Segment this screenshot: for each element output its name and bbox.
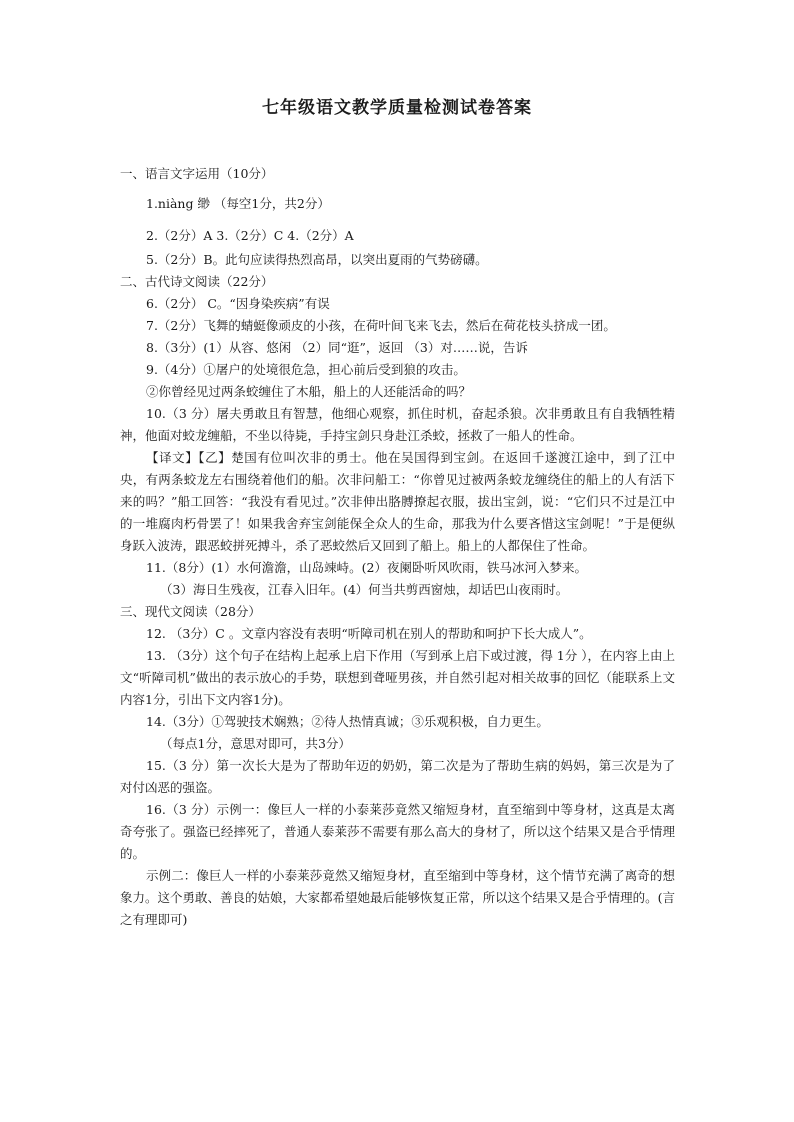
answer-q12: 12. （3分）C 。文章内容没有表明“听障司机在别人的帮助和呵护下长大成人”。 bbox=[146, 626, 592, 641]
answer-q2-4: 2.（2分）A 3.（2分）C 4.（2分）A bbox=[146, 228, 354, 243]
page-title: 七年级语文教学质量检测试卷答案 bbox=[262, 98, 532, 118]
answer-q11-part2: （3）海日生残夜，江春入旧年。(4）何当共剪西窗烛，却话巴山夜雨时。 bbox=[160, 582, 569, 597]
answer-q6: 6.（2分） C。“因身染疾病”有误 bbox=[146, 296, 330, 311]
answer-q16-example1: 16.（3 分）示例一：像巨人一样的小泰莱莎竟然又缩短身材，直至缩到中等身材，这真是太离奇夸张了。强盗已经摔死了，普通人泰莱莎不需要有那么高大的身材了，所以这个结果又是合乎情理的。 bbox=[120, 802, 675, 861]
answer-q9-part2: ②你曾经见过两条蛟缠住了木船，船上的人还能活命的吗？ bbox=[146, 384, 472, 399]
answer-q5: 5.（2分）B。此句应读得热烈高昂，以突出夏雨的气势磅礴。 bbox=[146, 252, 488, 267]
section-heading-2: 二、古代诗文阅读（22分） bbox=[120, 274, 274, 289]
answer-q14-part1: 14.（3分）①驾驶技术娴熟；②待人热情真诚；③乐观积极，自力更生。 bbox=[146, 714, 549, 729]
translation-paragraph: 【译文】【乙】楚国有位叫次非的勇士。他在吴国得到宝剑。在返回千遂渡江途中，到了江中央，有两条蛟龙左右围绕着他们的船。次非问船工：“你曾见过被两条蛟龙缠绕住的船上的人有活下来的吗？”船工回答：“我没有看见过。”次非伸出胳膊撩起衣服，拔出宝剑，说：“它们只不过是江中的一堆腐肉朽骨罢了！如果我舍弃宝剑能保全众人的生命，那我为什么要吝惜这宝剑呢！”于是便纵身跃入波涛，跟恶蛟拼死搏斗，杀了恶蛟然后又回到了船上。船上的人都保住了性命。 bbox=[120, 450, 675, 553]
answer-q7: 7.（2分）飞舞的蜻蜓像顽皮的小孩，在荷叶间飞来飞去，然后在荷花枝头挤成一团。 bbox=[146, 318, 616, 333]
answer-q14-part2: （每点1分，意思对即可，共3分） bbox=[160, 736, 351, 751]
answer-q1: 1.niàng 缈 （每空1分，共2分） bbox=[146, 196, 330, 211]
answer-body bbox=[120, 163, 675, 931]
answer-q13: 13. （3分）这个句子在结构上起承上启下作用（写到承上启下或过渡，得 1分 ），在内容上由上文“听障司机”做出的表示放心的手势，联想到聋哑男孩，并自然引起对相关故事的回忆（能联系上文内容1分，引出下文内容1分)。 bbox=[120, 648, 675, 707]
answer-q11-part1: 11.（8分）(1）水何澹澹，山岛竦峙。(2）夜阑卧听风吹雨，铁马冰河入梦来。 bbox=[146, 560, 587, 575]
answer-q15: 15.（3 分）第一次长大是为了帮助年迈的奶奶，第二次是为了帮助生病的妈妈，第三次是为了对付凶恶的强盗。 bbox=[120, 758, 675, 795]
answer-q10: 10.（3 分）屠夫勇敢且有智慧，他细心观察，抓住时机，奋起杀狼。次非勇敢且有自我牺牲精神，他面对蛟龙缠船，不坐以待毙，手持宝剑只身赴江杀蛟，拯救了一船人的性命。 bbox=[120, 406, 675, 443]
answer-q8: 8.（3分）(1）从容、悠闲 （2）同“逛”，返回 （3）对……说，告诉 bbox=[146, 340, 528, 355]
section-heading-3: 三、现代文阅读（28分） bbox=[120, 604, 261, 619]
answer-q16-example2: 示例二：像巨人一样的小泰莱莎竟然又缩短身材，直至缩到中等身材，这个情节充满了离奇的想象力。这个勇敢、善良的姑娘，大家都希望她最后能够恢复正常，所以这个结果又是合乎情理的。(言之有理即可) bbox=[120, 868, 675, 927]
answer-q9-part1: 9.（4分）①屠户的处境很危急，担心前后受到狼的攻击。 bbox=[146, 362, 466, 377]
section-heading-1: 一、语言文字运用（10分） bbox=[120, 166, 274, 181]
